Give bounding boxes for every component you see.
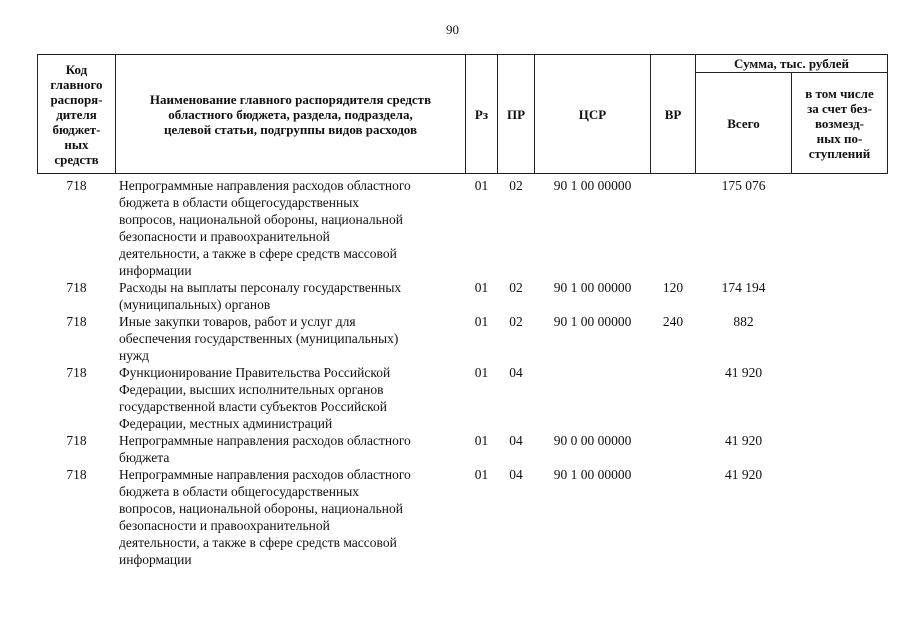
header-sum: Сумма, тыс. рублей xyxy=(696,55,888,73)
cell-pr: 02 xyxy=(509,314,523,329)
text-line: Непрограммные направления расходов областного xyxy=(119,467,411,482)
text-line: средств xyxy=(54,151,99,167)
page-number: 90 xyxy=(446,22,459,37)
header-name xyxy=(116,55,466,174)
cell-total: 174 194 xyxy=(721,280,766,295)
text-line: ступлений xyxy=(808,145,871,161)
cell-rz: 01 xyxy=(474,178,489,193)
text-line: целевой статьи, подгруппы видов расходов xyxy=(163,121,418,137)
text-line: вопросов, национальной обороны, национальной xyxy=(119,212,403,227)
cell-csr: 90 0 00 00000 xyxy=(553,433,632,448)
cell-csr xyxy=(535,364,651,432)
text-line: Непрограммные направления расходов областного xyxy=(119,178,411,193)
cell-rz: 01 xyxy=(474,365,489,380)
header-name-lines xyxy=(118,92,463,137)
cell-code: 718 xyxy=(66,365,87,380)
header-csr: ЦСР xyxy=(535,55,651,174)
text-line: Наименование главного распорядителя средств xyxy=(149,91,432,107)
header-code xyxy=(38,55,116,174)
cell-name xyxy=(116,364,466,432)
cell-rz: 01 xyxy=(474,280,489,295)
cell-vr: 120 xyxy=(662,280,684,295)
cell-grant xyxy=(792,466,888,568)
cell-vr xyxy=(651,364,696,432)
cell-pr: 04 xyxy=(509,467,523,482)
text-line: информации xyxy=(119,263,192,278)
text-line: дителя xyxy=(56,106,97,122)
text-line: Расходы на выплаты персоналу государственных xyxy=(119,280,402,295)
cell-name xyxy=(116,432,466,466)
header-rz: Рз xyxy=(466,55,498,174)
header-vr: ВР xyxy=(651,55,696,174)
text-line: безопасности и правоохранительной xyxy=(119,229,330,244)
table-row xyxy=(38,432,888,466)
cell-rz: 01 xyxy=(474,467,489,482)
text-line: информации xyxy=(119,552,192,567)
cell-grant xyxy=(792,432,888,466)
table-row xyxy=(38,279,888,313)
table-row xyxy=(38,174,888,280)
budget-table xyxy=(37,54,888,568)
cell-grant xyxy=(792,364,888,432)
cell-code: 718 xyxy=(66,280,87,295)
table-body xyxy=(38,174,888,569)
text-line: (муниципальных) органов xyxy=(119,297,271,312)
cell-code: 718 xyxy=(66,178,87,193)
text-line: вопросов, национальной обороны, национальной xyxy=(119,501,403,516)
cell-total: 41 920 xyxy=(724,467,763,482)
text-line: Иные закупки товаров, работ и услуг для xyxy=(119,314,356,329)
text-line: деятельности, а также в сфере средств массовой xyxy=(119,246,397,261)
cell-pr: 04 xyxy=(509,365,523,380)
cell-name xyxy=(116,279,466,313)
text-line: ных xyxy=(64,136,89,152)
text-line: Федерации, высших исполнительных органов xyxy=(119,382,384,397)
table-row xyxy=(38,364,888,432)
text-line: бюджета в области общегосударственных xyxy=(119,195,360,210)
text-line: обеспечения государственных (муниципальных) xyxy=(119,331,399,346)
cell-rz: 01 xyxy=(474,314,489,329)
cell-vr xyxy=(651,432,696,466)
cell-code: 718 xyxy=(66,314,87,329)
cell-name xyxy=(116,174,466,280)
cell-total: 41 920 xyxy=(724,433,763,448)
text-line: главного xyxy=(50,76,103,92)
cell-csr: 90 1 00 00000 xyxy=(553,178,632,193)
text-line: Код xyxy=(65,61,88,77)
text-line: возмезд- xyxy=(815,115,864,131)
cell-total: 882 xyxy=(733,314,754,329)
header-grant-lines xyxy=(794,86,885,161)
text-line: нужд xyxy=(119,348,149,363)
cell-code: 718 xyxy=(66,433,87,448)
cell-grant xyxy=(792,174,888,280)
cell-grant xyxy=(792,313,888,364)
cell-pr: 02 xyxy=(509,280,523,295)
cell-pr: 02 xyxy=(509,178,523,193)
cell-total: 41 920 xyxy=(724,365,763,380)
text-line: ных по- xyxy=(816,130,863,146)
text-line: Непрограммные направления расходов областного xyxy=(119,433,411,448)
text-line: за счет без- xyxy=(807,100,872,116)
cell-csr: 90 1 00 00000 xyxy=(553,467,632,482)
cell-code: 718 xyxy=(66,467,87,482)
text-line: в том числе xyxy=(805,85,874,101)
cell-vr: 240 xyxy=(662,314,684,329)
cell-csr: 90 1 00 00000 xyxy=(553,280,632,295)
text-line: Федерации, местных администраций xyxy=(119,416,333,431)
header-code-lines xyxy=(40,62,113,167)
cell-vr xyxy=(651,174,696,280)
cell-csr: 90 1 00 00000 xyxy=(553,314,632,329)
text-line: бюджета xyxy=(119,450,170,465)
header-total: Всего xyxy=(696,73,792,174)
text-line: бюджет- xyxy=(52,121,101,137)
text-line: Функционирование Правительства Российской xyxy=(119,365,391,380)
header-grant xyxy=(792,73,888,174)
cell-name xyxy=(116,466,466,568)
text-line: распоря- xyxy=(50,91,103,107)
text-line: деятельности, а также в сфере средств массовой xyxy=(119,535,397,550)
text-line: государственной власти субъектов Российской xyxy=(119,399,388,414)
text-line: областного бюджета, раздела, подраздела, xyxy=(168,106,413,122)
cell-grant xyxy=(792,279,888,313)
table-row xyxy=(38,313,888,364)
cell-total: 175 076 xyxy=(721,178,766,193)
cell-vr xyxy=(651,466,696,568)
text-line: бюджета в области общегосударственных xyxy=(119,484,360,499)
cell-rz: 01 xyxy=(474,433,489,448)
cell-name xyxy=(116,313,466,364)
cell-pr: 04 xyxy=(509,433,523,448)
text-line: безопасности и правоохранительной xyxy=(119,518,330,533)
header-pr: ПР xyxy=(498,55,535,174)
table-row xyxy=(38,466,888,568)
